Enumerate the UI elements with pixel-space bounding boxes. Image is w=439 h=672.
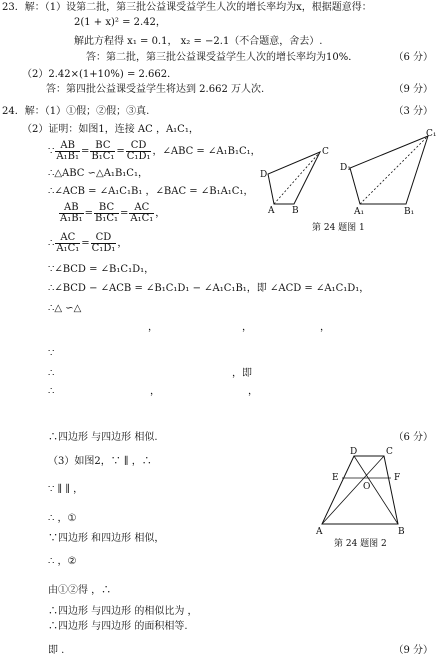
denominator: B₁C₁ bbox=[91, 151, 115, 162]
q24-similar-triangles: ∴△ABC ∽△A₁B₁C₁， bbox=[48, 168, 148, 179]
figure-2-diagram bbox=[314, 444, 410, 536]
diagonal-ac bbox=[322, 456, 384, 524]
q24-score-2: （6 分） bbox=[393, 432, 433, 443]
q23-solution: 解此方程得 x₁ = 0.1， x₂ = −2.1（不合题意，舍去）. bbox=[74, 36, 323, 47]
denominator: A₁C₁ bbox=[56, 243, 80, 254]
figure-1-diagram bbox=[256, 128, 436, 216]
diagonal-ac bbox=[274, 152, 320, 204]
denominator: A₁B₁ bbox=[60, 213, 83, 224]
q24-ratio-line-3: ∴ $\frac{AC}{\text{A₁C₁}}$ = $\frac{CD}{\text{C₁D₁}}$ ， bbox=[48, 232, 128, 254]
q23-answer-2: 答：第四批公益课受益学生将达到 2.662 万人次. bbox=[46, 84, 265, 95]
q24-blank-because: ∵ bbox=[48, 348, 55, 359]
denominator: C₁D₁ bbox=[91, 243, 116, 254]
q24-equal-area: ∴四边形 与四边形 的面积相等. bbox=[48, 621, 188, 632]
numerator: BC bbox=[94, 203, 119, 214]
numerator: AB bbox=[59, 203, 84, 214]
q23-score-1: （6 分） bbox=[393, 52, 433, 63]
q23-answer-1: 答：第二批，第三批公益课受益学生人次的增长率均为10%． bbox=[86, 52, 359, 63]
therefore-symbol: ∴ bbox=[48, 238, 55, 249]
ratio-suffix: ，∠ABC = ∠A₁B₁C₁， bbox=[152, 146, 261, 157]
ratio-suffix: ， bbox=[155, 208, 166, 219]
q24-similarity-ratio: ∴四边形 与四边形 的相似比为 ， bbox=[48, 606, 198, 617]
q24-quads-similar-2: ∵四边形 和四边形 相似， bbox=[48, 533, 165, 544]
label-f: F bbox=[394, 473, 401, 483]
q23-line-1: 23．解：（1）设第二批，第三批公益课受益学生人次的增长率均为x，根据题意得： bbox=[2, 2, 372, 13]
q24-proof-intro: （2）证明：如图1，连接 AC ，A₁C₁， bbox=[22, 124, 199, 135]
q24-blank-comma-c: ， bbox=[320, 322, 330, 333]
q24-combine: 由①②得 ，∴ bbox=[48, 585, 112, 596]
q24-angle-bcd: ∵∠BCD = ∠B₁C₁D₁， bbox=[48, 264, 155, 275]
q24-score-1: （3 分） bbox=[393, 106, 433, 117]
denominator: B₁C₁ bbox=[94, 213, 119, 224]
q24-ratio-line-2: $\frac{AB}{\text{A₁B₁}}$ = $\frac{BC}{\text{B₁C₁}}$ = $\frac{AC}{\text{A₁C₁}}$ ， bbox=[60, 202, 166, 224]
numerator: CD bbox=[91, 233, 117, 244]
q24-equation-2: ∴ ，② bbox=[48, 556, 77, 567]
q24-blank-comma-a: ， bbox=[148, 322, 158, 333]
fraction bbox=[94, 203, 119, 224]
label-d1: D₁ bbox=[340, 163, 351, 173]
label-o: O bbox=[363, 482, 371, 492]
quad-a1b1c1d1 bbox=[350, 136, 428, 204]
q24-blank-comma-e: ， bbox=[248, 386, 258, 397]
q24-ratio-line-1: ∵ $\frac{AB}{\text{A₁B₁}}$ = $\frac{BC}{\text{B₁C₁}}$ = $\frac{CD}{\text{C₁D₁}}$ ，∠ABC = ∠A₁B₁C₁， bbox=[48, 140, 261, 162]
fraction bbox=[90, 141, 115, 162]
label-c1: C₁ bbox=[426, 129, 436, 139]
q24-blank-ie: ，即 bbox=[232, 368, 252, 379]
fraction bbox=[59, 203, 84, 224]
q24-conclusion: 即 . bbox=[48, 645, 65, 656]
label-a1: A₁ bbox=[354, 207, 365, 216]
fraction bbox=[91, 233, 117, 254]
numerator: CD bbox=[126, 141, 152, 152]
fraction bbox=[129, 203, 154, 224]
q24-equal-angles: ∴∠ACB = ∠A₁C₁B₁ ，∠BAC = ∠B₁A₁C₁， bbox=[48, 186, 254, 197]
quad-abcd bbox=[268, 152, 320, 204]
diagonal-a1c1 bbox=[360, 136, 428, 204]
because-symbol: ∵ bbox=[48, 146, 55, 157]
q24-parallel-lines: ∵ ∥ ∥ ， bbox=[48, 484, 84, 495]
label-a: A bbox=[268, 206, 275, 216]
label-b: B bbox=[292, 206, 299, 216]
label-a: A bbox=[316, 527, 323, 536]
figure-1-caption: 第 24 题图 1 bbox=[312, 223, 365, 233]
q24-line-1: 24．解：（1）①假；②假；③真. bbox=[2, 106, 150, 117]
numerator: BC bbox=[90, 141, 115, 152]
q24-blank-comma-d: ， bbox=[150, 386, 160, 397]
ratio-suffix: ， bbox=[117, 238, 128, 249]
q24-angle-subtraction: ∴∠BCD − ∠ACB = ∠B₁C₁D₁ − ∠A₁C₁B₁，即 ∠ACD = ∠A₁C₁D₁， bbox=[48, 283, 370, 294]
label-e: E bbox=[332, 473, 339, 483]
numerator: AC bbox=[55, 233, 80, 244]
denominator: A₁B₁ bbox=[56, 151, 79, 162]
label-b: B bbox=[398, 527, 405, 536]
label-b1: B₁ bbox=[404, 207, 415, 216]
fraction bbox=[55, 141, 80, 162]
q24-blank-therefore-b: ∴ bbox=[48, 386, 55, 397]
q24-equation-1: ∴ ，① bbox=[48, 513, 77, 524]
q24-quadrilaterals-similar: ∴四边形 与四边形 相似. bbox=[48, 432, 158, 443]
q24-score-3: （9 分） bbox=[393, 645, 433, 656]
q23-score-2: （9 分） bbox=[393, 84, 433, 95]
trapezoid-abcd bbox=[322, 456, 401, 524]
numerator: AB bbox=[55, 141, 80, 152]
q24-blank-therefore-a: ∴ bbox=[48, 368, 55, 379]
fraction bbox=[126, 141, 152, 162]
figure-2-caption: 第 24 题图 2 bbox=[334, 539, 387, 549]
label-d: D bbox=[350, 447, 358, 457]
q23-part-2: （2）2.42×(1+10%) = 2.662． bbox=[22, 69, 178, 80]
label-c: C bbox=[386, 447, 393, 457]
denominator: A₁C₁ bbox=[130, 213, 154, 224]
fraction bbox=[55, 233, 80, 254]
label-d: D bbox=[260, 170, 268, 180]
numerator: AC bbox=[129, 203, 154, 214]
q24-blank-line-a: ∴△ ∽△ bbox=[48, 303, 82, 314]
label-c: C bbox=[322, 147, 329, 157]
q23-equation: 2(1 + x)² = 2.42， bbox=[74, 17, 166, 28]
q24-part-3: （3）如图2，∵ ∥ ，∴ bbox=[48, 456, 152, 467]
q24-blank-comma-b: ， bbox=[242, 322, 252, 333]
denominator: C₁D₁ bbox=[126, 151, 151, 162]
